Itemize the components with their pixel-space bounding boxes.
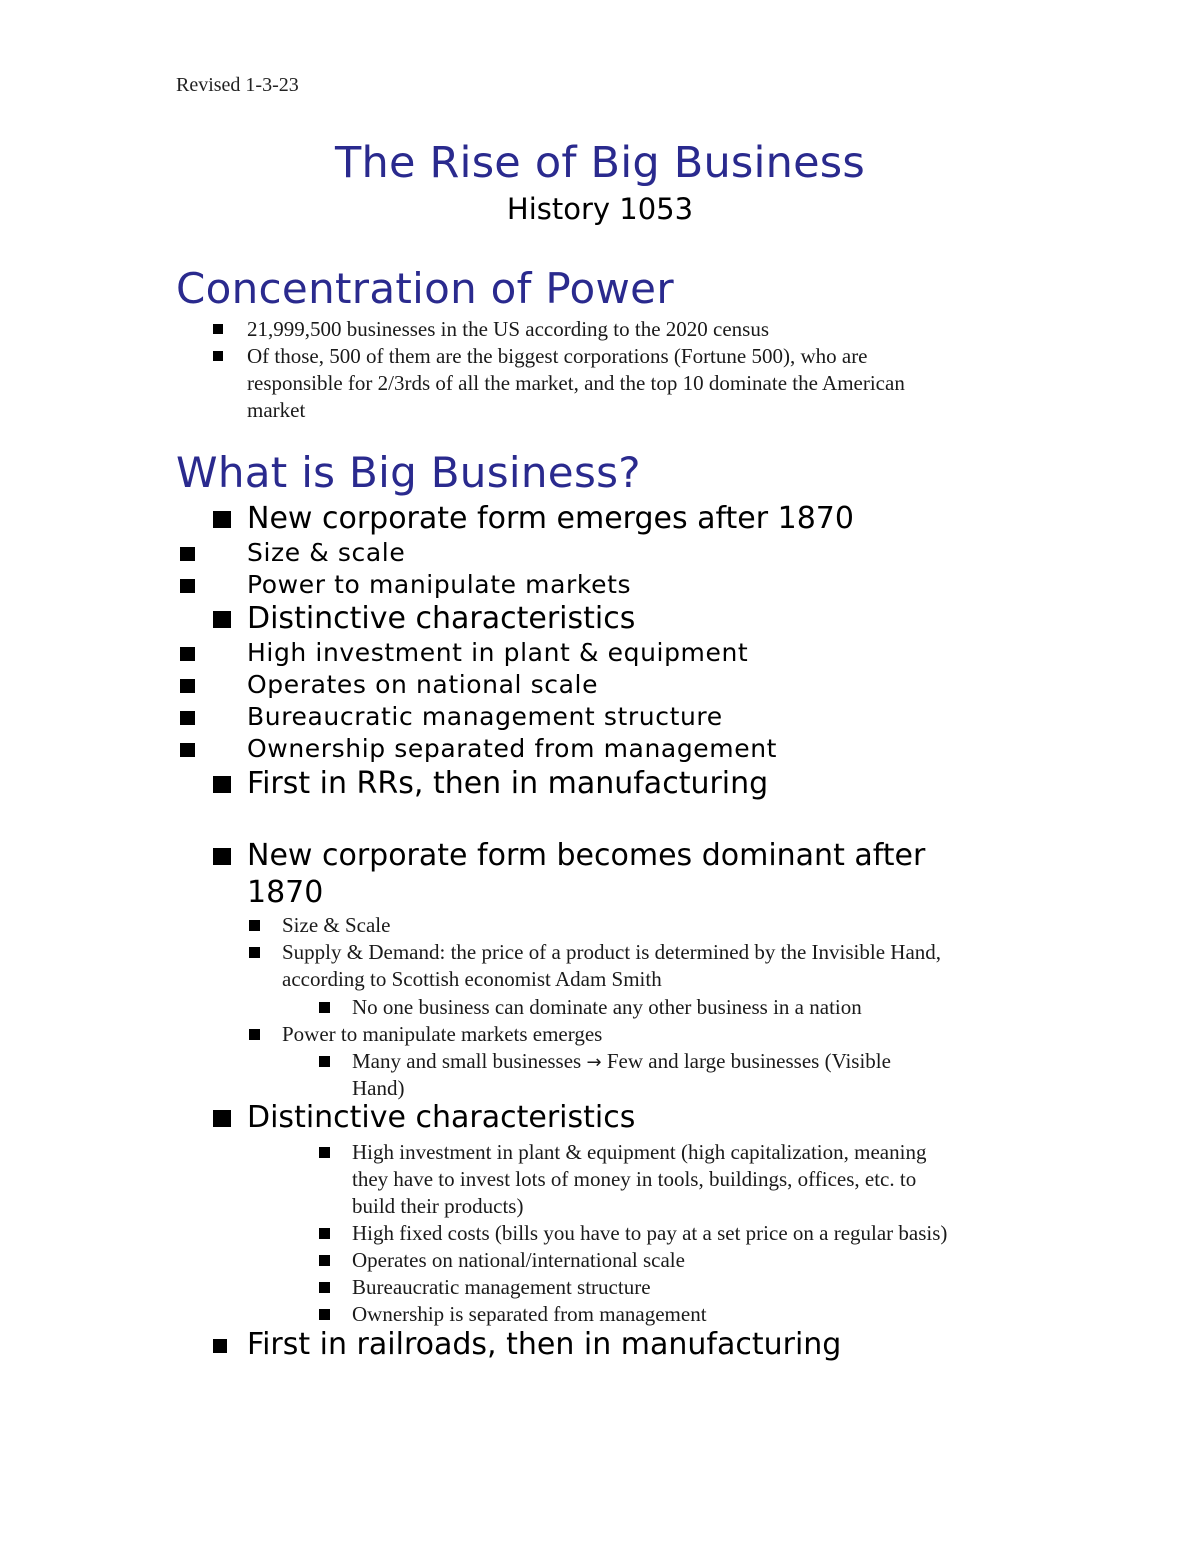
square-bullet-icon <box>180 647 195 661</box>
square-bullet-icon <box>213 511 231 528</box>
square-bullet-icon <box>213 1110 231 1127</box>
square-bullet-icon <box>213 848 231 865</box>
square-bullet-icon <box>213 776 231 793</box>
list-item-continuation: responsible for 2/3rds of all the market, and the top 10 dominate the American <box>247 371 905 395</box>
notes-subitem-continuation: according to Scottish economist Adam Smith <box>282 967 662 991</box>
notes-text: Many and small businesses <box>352 1049 582 1073</box>
square-bullet-icon <box>213 611 231 628</box>
square-bullet-icon <box>213 351 223 361</box>
square-bullet-icon <box>319 1147 330 1158</box>
square-bullet-icon <box>249 947 260 958</box>
square-bullet-icon <box>319 1228 330 1239</box>
list-item-continuation: market <box>247 398 306 422</box>
notes-subsubitem-continuation: they have to invest lots of money in tools, buildings, offices, etc. to <box>352 1167 917 1191</box>
square-bullet-icon <box>213 1339 227 1353</box>
square-bullet-icon <box>249 920 260 931</box>
square-bullet-icon <box>319 1056 330 1067</box>
square-bullet-icon <box>319 1309 330 1320</box>
right-arrow-icon: → <box>586 1052 602 1073</box>
square-bullet-icon <box>180 679 195 693</box>
notes-text: Few and large businesses (Visible <box>606 1049 891 1073</box>
square-bullet-icon <box>180 579 195 593</box>
notes-item-continuation: 1870 <box>247 875 324 910</box>
square-bullet-icon <box>319 1255 330 1266</box>
notes-subsubitem-continuation: Hand) <box>352 1076 405 1100</box>
document-title: The Rise of Big Business <box>335 138 865 188</box>
square-bullet-icon <box>213 324 223 334</box>
heading-what-is-big-business: What is Big Business? <box>176 448 641 497</box>
square-bullet-icon <box>319 1002 330 1013</box>
square-bullet-icon <box>180 711 195 725</box>
revised-date: Revised 1-3-23 <box>176 74 299 96</box>
document-subtitle: History 1053 <box>506 192 694 226</box>
square-bullet-icon <box>180 547 195 561</box>
notes-subsubitem-continuation: build their products) <box>352 1194 524 1218</box>
square-bullet-icon <box>319 1282 330 1293</box>
heading-concentration-of-power: Concentration of Power <box>176 264 674 313</box>
square-bullet-icon <box>180 743 195 757</box>
square-bullet-icon <box>249 1029 260 1040</box>
